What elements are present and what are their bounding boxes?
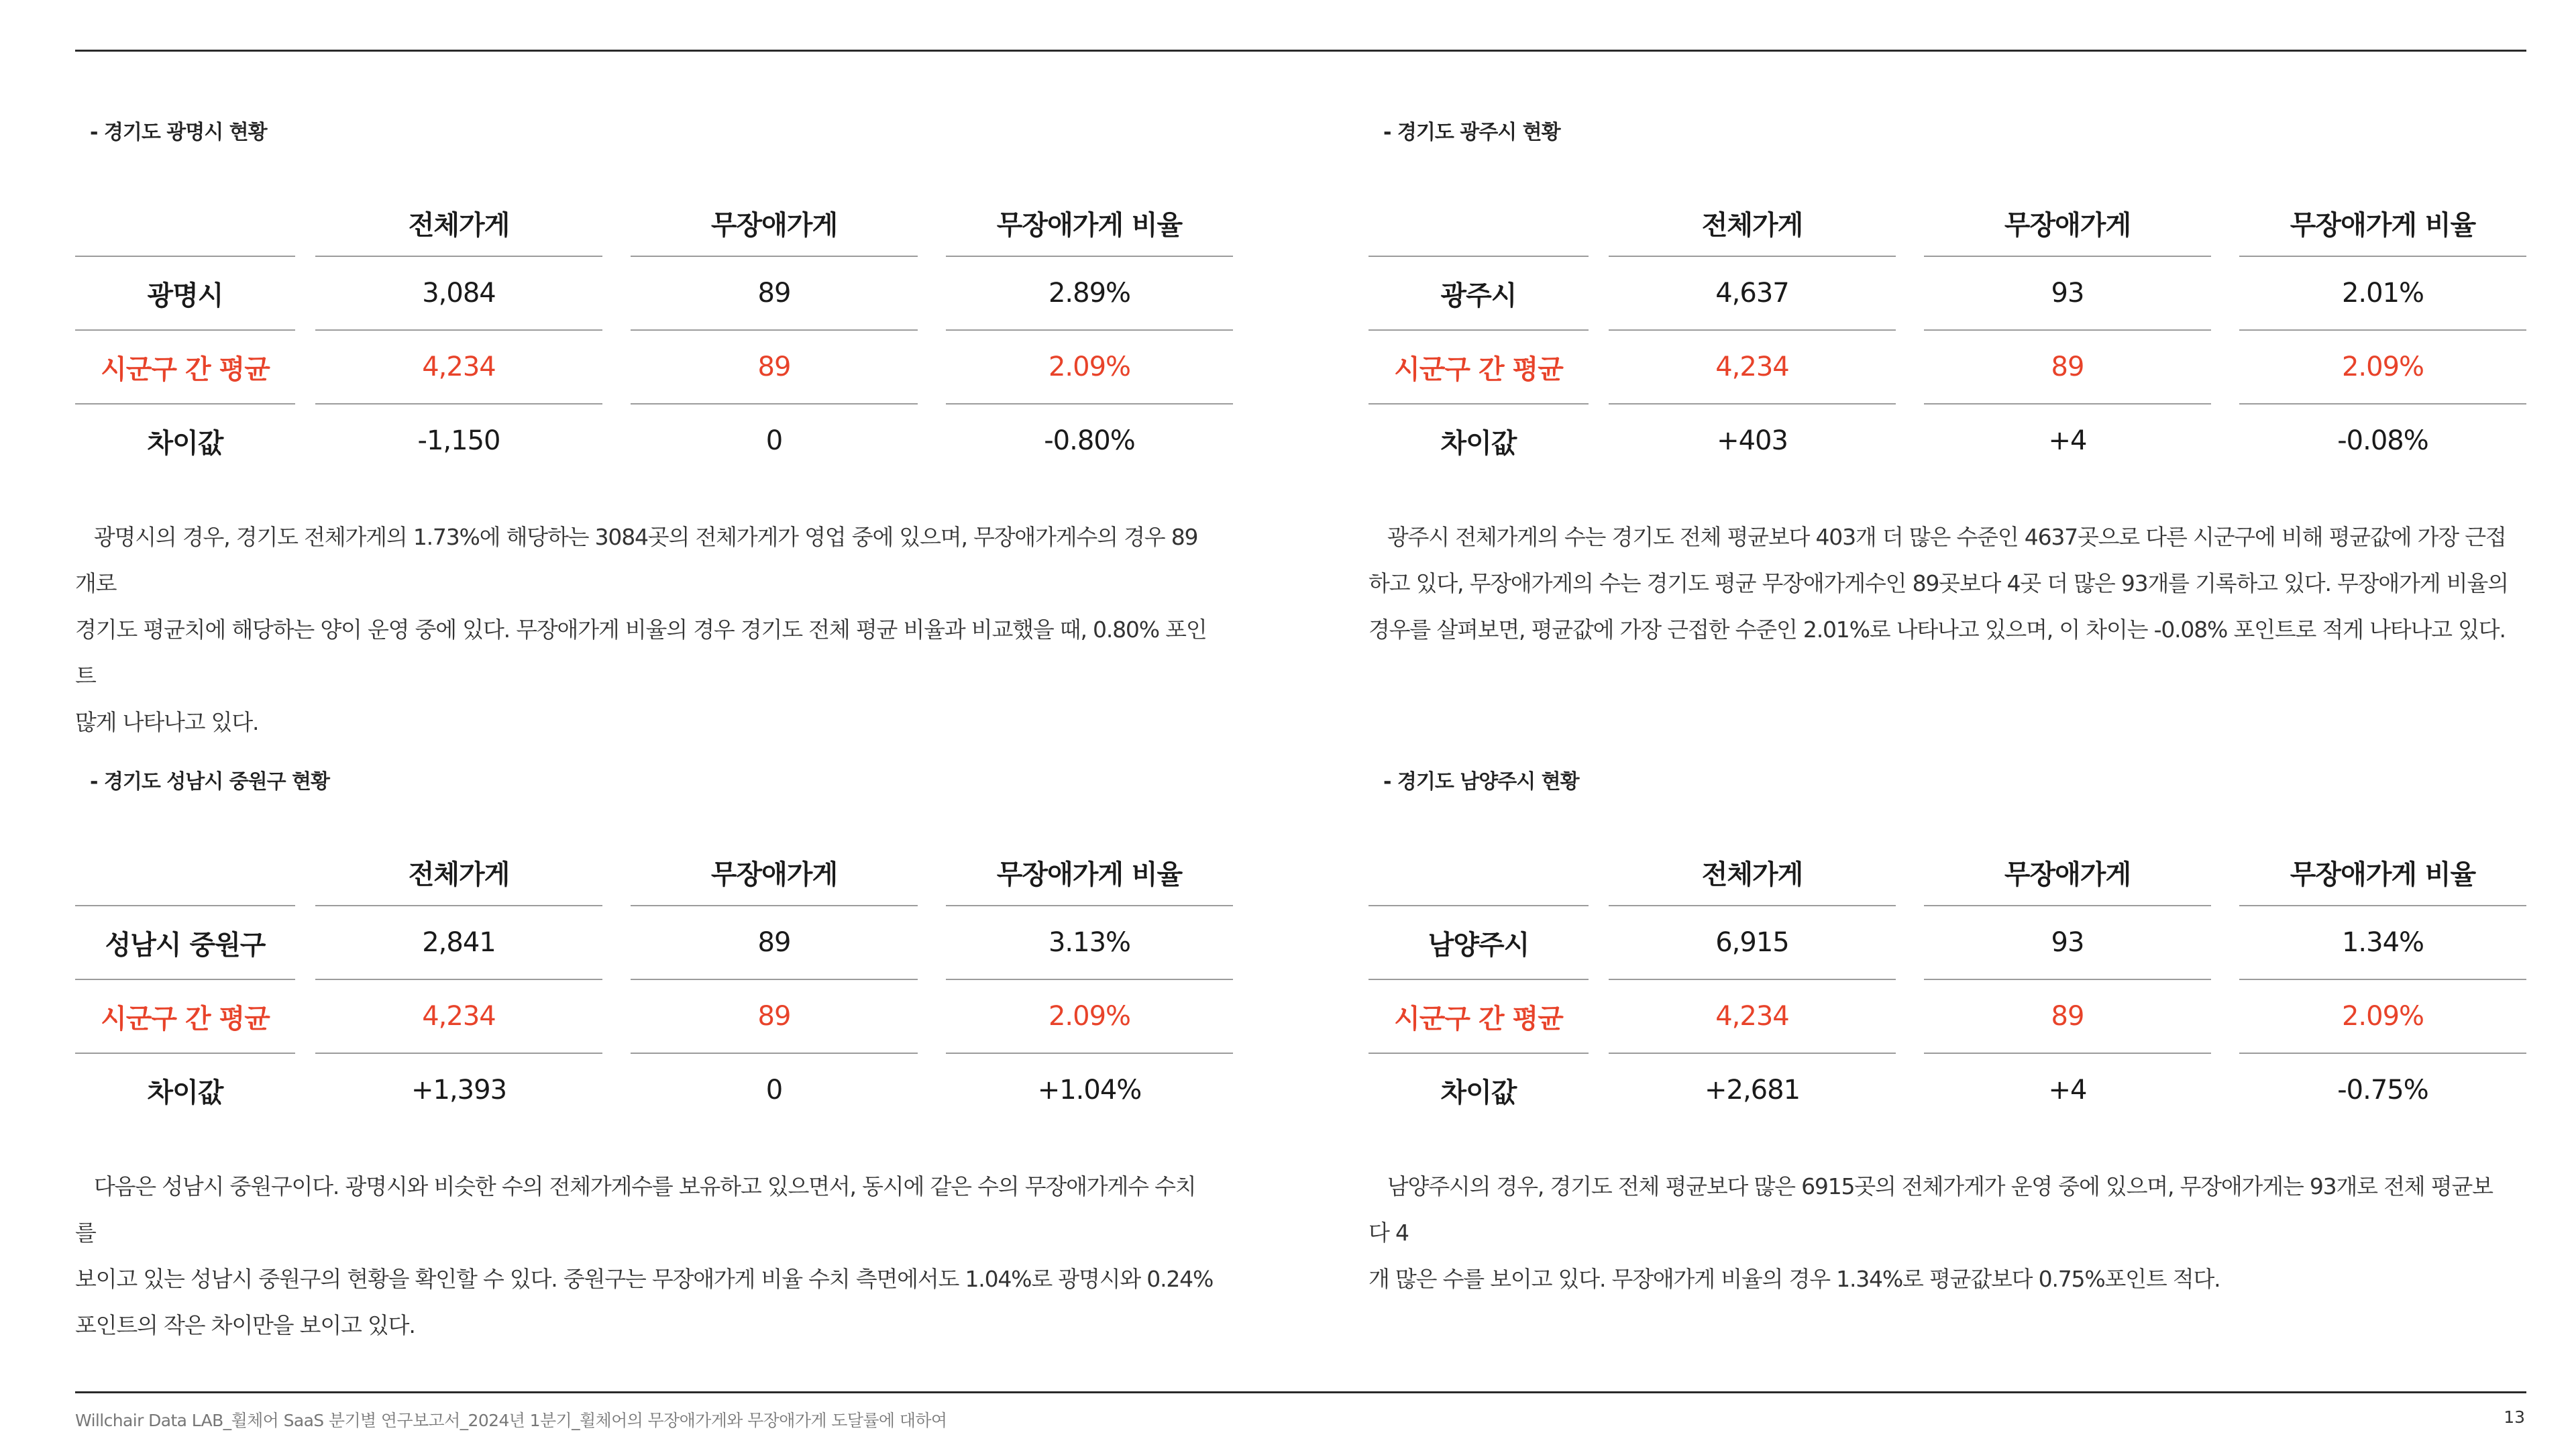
cell-total: 3,084 xyxy=(422,278,496,309)
stats-table xyxy=(1368,839,2569,1127)
section-paragraph: 광명시의 경우, 경기도 전체가게의 1.73%에 해당하는 3084곳의 전체가게가 영업 중에 있으며, 무장애가게수의 경우 89개로 경기도 평균치에 해당하는 양이 운영 중에 있다. 무장애가게 비율의 경우 경기도 전체 평균 비율과 비교했을 때, 0.80% 포인트 많게 나타나고 있다. xyxy=(75,524,1207,735)
cell-total: 6,915 xyxy=(1715,927,1789,958)
header-total: 전체가게 xyxy=(408,209,510,241)
table-row-difference xyxy=(1368,1053,2569,1127)
header-barrier-free: 무장애가게 xyxy=(2004,209,2131,241)
cell-barrier-free: 93 xyxy=(2051,278,2084,309)
table-row xyxy=(1368,906,2569,979)
stats-table xyxy=(75,839,1276,1127)
table-header-row xyxy=(75,839,1276,906)
stats-table xyxy=(75,189,1276,478)
cell-ratio: -0.08% xyxy=(2337,425,2428,456)
cell-barrier-free: +4 xyxy=(2048,1075,2087,1106)
row-label: 광주시 xyxy=(1440,280,1517,311)
cell-barrier-free: 89 xyxy=(757,278,791,309)
bottom-rule xyxy=(75,1391,2526,1393)
section-paragraph: 다음은 성남시 중원구이다. 광명시와 비슷한 수의 전체가게수를 보유하고 있으면서, 동시에 같은 수의 무장애가게수 수치를 보이고 있는 성남시 중원구의 현황을 확인할 수 있다. 중원구는 무장애가게 비율 수치 측면에서도 1.04%로 광명시와 0.24% 포인트의 작은 차이만을 보이고 있다. xyxy=(75,1173,1214,1338)
section-title: - 경기도 남양주시 현황 xyxy=(1383,770,1579,794)
cell-barrier-free: 89 xyxy=(757,352,791,382)
top-rule xyxy=(75,50,2526,52)
row-label: 남양주시 xyxy=(1428,929,1529,961)
cell-total: +403 xyxy=(1717,425,1788,456)
row-label: 광명시 xyxy=(147,280,223,311)
section-title: - 경기도 성남시 중원구 현황 xyxy=(90,770,330,794)
table-row xyxy=(75,256,1276,330)
cell-total: 4,234 xyxy=(422,352,496,382)
table-row-average xyxy=(1368,330,2569,404)
cell-total: -1,150 xyxy=(417,425,500,456)
row-label: 성남시 중원구 xyxy=(105,929,266,961)
section-paragraph: 광주시 전체가게의 수는 경기도 전체 평균보다 403개 더 많은 수준인 4637곳으로 다른 시군구에 비해 평균값에 가장 근접 하고 있다, 무장애가게의 수는 경기도 평균 무장애가게수인 89곳보다 4곳 더 많은 93개를 기록하고 있다. 무장애가게 비율의 경우를 살펴보면, 평균값에 가장 근접한 수준인 2.01%로 나타나고 있으며, 이 차이는 -0.08% 포인트로 적게 나타나고 있다. xyxy=(1368,524,2508,643)
cell-barrier-free: +4 xyxy=(2048,425,2087,456)
cell-barrier-free: 0 xyxy=(765,1075,783,1106)
section-title: - 경기도 광명시 현황 xyxy=(90,121,267,144)
cell-total: 4,637 xyxy=(1715,278,1789,309)
page-number: 13 xyxy=(2504,1407,2525,1427)
cell-barrier-free: 93 xyxy=(2051,927,2084,958)
cell-ratio: 2.09% xyxy=(1048,1001,1131,1032)
cell-total: 4,234 xyxy=(422,1001,496,1032)
row-label: 차이값 xyxy=(1440,1077,1517,1108)
table-header-row xyxy=(75,189,1276,256)
cell-total: +1,393 xyxy=(411,1075,507,1106)
table-row-difference xyxy=(75,404,1276,478)
cell-ratio: 2.09% xyxy=(2341,1001,2424,1032)
cell-ratio: 3.13% xyxy=(1048,927,1131,958)
footer-text: Willchair Data LAB_휠체어 SaaS 분기별 연구보고서_2024년 1분기_휠체어의 무장애가게와 무장애가게 도달률에 대하여 xyxy=(75,1411,947,1430)
table-row xyxy=(75,906,1276,979)
header-ratio: 무장애가게 비율 xyxy=(996,859,1183,890)
header-ratio: 무장애가게 비율 xyxy=(996,209,1183,241)
header-ratio: 무장애가게 비율 xyxy=(2290,209,2476,241)
section-paragraph: 남양주시의 경우, 경기도 전체 평균보다 많은 6915곳의 전체가게가 운영 중에 있으며, 무장애가게는 93개로 전체 평균보다 4 개 많은 수를 보이고 있다. 무장애가게 비율의 경우 1.34%로 평균값보다 0.75%포인트 적다. xyxy=(1368,1173,2493,1292)
cell-barrier-free: 89 xyxy=(2051,352,2084,382)
cell-total: 4,234 xyxy=(1715,352,1789,382)
table-row-difference xyxy=(75,1053,1276,1127)
stats-table xyxy=(1368,189,2569,478)
row-label: 시군구 간 평균 xyxy=(101,354,270,385)
cell-ratio: 2.09% xyxy=(1048,352,1131,382)
row-label: 시군구 간 평균 xyxy=(1394,1003,1563,1034)
table-row-average xyxy=(1368,979,2569,1053)
cell-ratio: 2.09% xyxy=(2341,352,2424,382)
cell-ratio: 2.01% xyxy=(2341,278,2424,309)
cell-ratio: 2.89% xyxy=(1048,278,1131,309)
cell-ratio: -0.75% xyxy=(2337,1075,2428,1106)
cell-total: 4,234 xyxy=(1715,1001,1789,1032)
row-label: 시군구 간 평균 xyxy=(101,1003,270,1034)
cell-barrier-free: 0 xyxy=(765,425,783,456)
table-header-row xyxy=(1368,839,2569,906)
row-label: 차이값 xyxy=(147,427,223,459)
table-header-row xyxy=(1368,189,2569,256)
row-label: 차이값 xyxy=(147,1077,223,1108)
table-row xyxy=(1368,256,2569,330)
table-row-difference xyxy=(1368,404,2569,478)
cell-ratio: +1.04% xyxy=(1037,1075,1142,1106)
row-label: 시군구 간 평균 xyxy=(1394,354,1563,385)
cell-total: 2,841 xyxy=(422,927,496,958)
table-row-average xyxy=(75,330,1276,404)
header-total: 전체가게 xyxy=(1701,859,1803,890)
cell-ratio: -0.80% xyxy=(1044,425,1135,456)
cell-barrier-free: 89 xyxy=(2051,1001,2084,1032)
cell-total: +2,681 xyxy=(1704,1075,1801,1106)
cell-barrier-free: 89 xyxy=(757,927,791,958)
cell-ratio: 1.34% xyxy=(2341,927,2424,958)
header-total: 전체가게 xyxy=(408,859,510,890)
header-barrier-free: 무장애가게 xyxy=(2004,859,2131,890)
cell-barrier-free: 89 xyxy=(757,1001,791,1032)
header-barrier-free: 무장애가게 xyxy=(710,209,838,241)
header-total: 전체가게 xyxy=(1701,209,1803,241)
header-ratio: 무장애가게 비율 xyxy=(2290,859,2476,890)
section-title: - 경기도 광주시 현황 xyxy=(1383,121,1560,144)
row-label: 차이값 xyxy=(1440,427,1517,459)
table-row-average xyxy=(75,979,1276,1053)
header-barrier-free: 무장애가게 xyxy=(710,859,838,890)
